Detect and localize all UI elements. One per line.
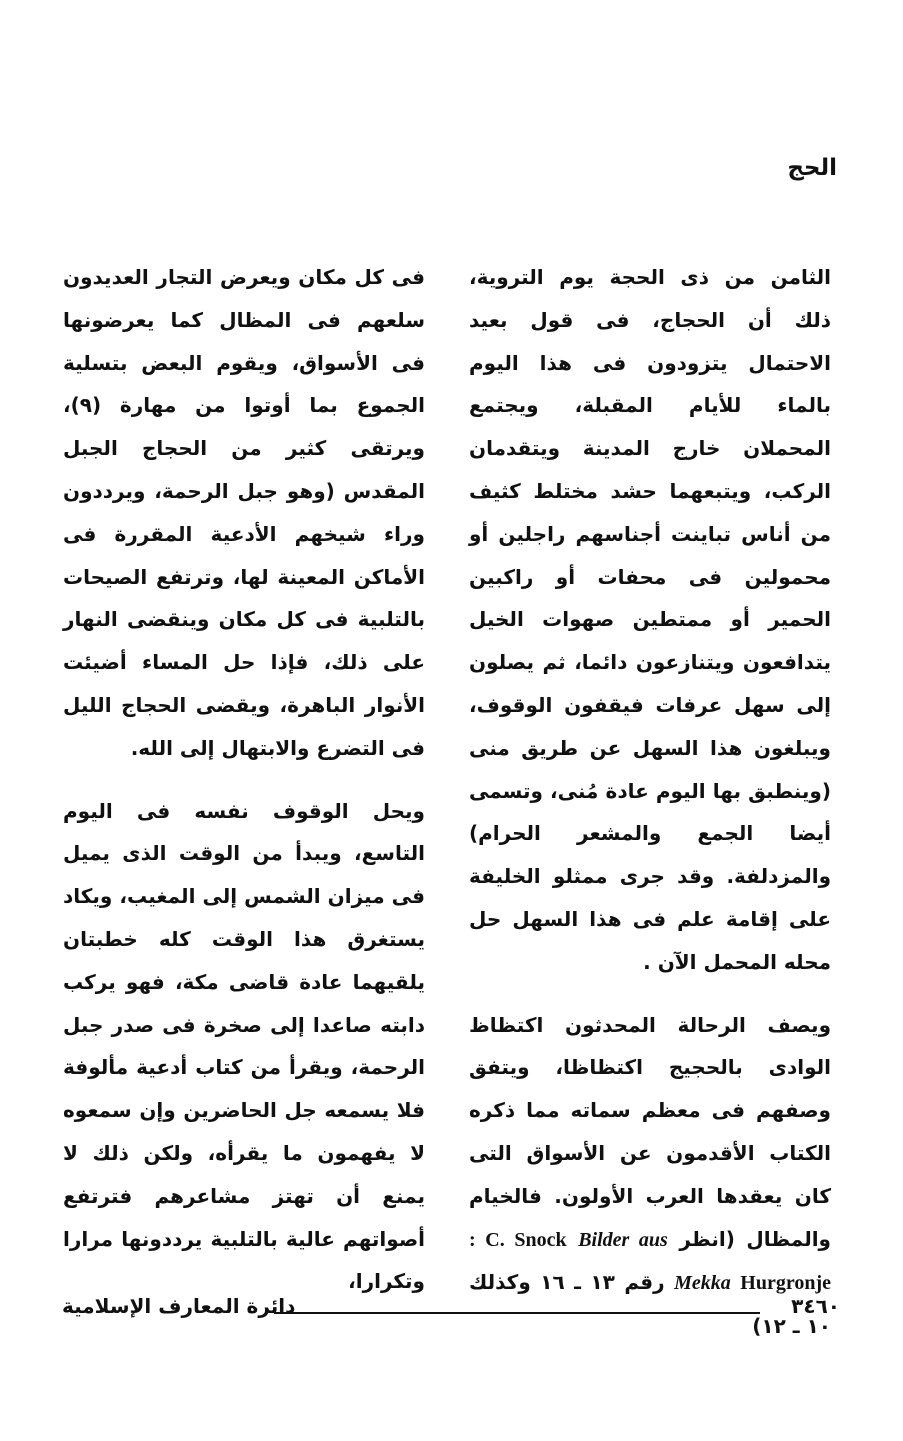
reference-title: Bilder aus xyxy=(578,1228,668,1251)
right-paragraph-2-text: ويصف الرحالة المحدثون اكتظاظ الوادى بالحجيج اكتظاظا، ويتفق وصفهم فى معظم سماته مما ذكره الكتاب الأقدمون عن الأسواق التى كان يعقدها العرب الأولون. فالخيام والمظال (انظر xyxy=(469,1012,831,1251)
right-paragraph-1: الثامن من ذى الحجة يوم التروية، ذلك أن الحجاج، فى قول بعيد الاحتمال يتزودون فى هذا اليوم بالماء للأيام المقبلة، ويجتمع المحملان خارج المدينة ويتقدمان الركب، ويتبعهما حشد مختلط كثيف من أناس تباينت أجناسهم راجلين أو محمولين فى محفات أو راكبين الحمير أو ممتطين صهوات الخيل يتدافعون ويتنازعون دائما، ثم يصلون إلى سهل عرفات فيقفون الوقوف، ويبلغون هذا السهل عن طريق منى (وينطبق بها اليوم عادة مُنى، وتسمى أيضا الجمع والمشعر الحرام) والمزدلفة. وقد جرى ممثلو الخليفة على إقامة علم فى هذا السهل حل محله المحمل الآن . xyxy=(469,265,831,974)
right-column xyxy=(469,256,831,1348)
reference-place: Mekka xyxy=(674,1272,731,1295)
reference-author: : C. Snock Hurgronje xyxy=(469,1228,832,1295)
running-title: الحج xyxy=(787,155,837,181)
page-footer xyxy=(62,1294,840,1334)
footer-divider xyxy=(274,1312,760,1314)
right-paragraph-2-end: رقم ١٣ ـ ١٦ وكذلك ١٠ ـ ١٢) xyxy=(469,1270,831,1339)
publication-title: دائرة المعارف الإسلامية xyxy=(62,1294,296,1318)
left-paragraph-1: فى كل مكان ويعرض التجار العديدون سلعهم فى المظال كما يعرضونها فى الأسواق، ويقوم البعض بتسلية الجموع بما أوتوا من مهارة (٩)، ويرتقى كثير من الحجاج الجبل المقدس (وهو جبل الرحمة، ويرددون وراء شيخهم الأدعية المقررة فى الأماكن المعينة لها، وترتفع الصيحات بالتلبية فى كل مكان وينقضى النهار على ذلك، فإذا حل المساء أضيئت الأنوار الباهرة، ويقضى الحجاج الليل فى التضرع والابتهال إلى الله. xyxy=(63,265,425,760)
page-number: ٣٤٦٠ xyxy=(791,1294,840,1318)
left-paragraph-2: ويحل الوقوف نفسه فى اليوم التاسع، ويبدأ من الوقت الذى يميل فى ميزان الشمس إلى المغيب، ويكاد يستغرق هذا الوقت كله خطبتان يلقيهما عادة قاضى مكة، فهو يركب دابته صاعدا إلى صخرة فى صدر جبل الرحمة، ويقرأ من كتاب أدعية مألوفة فلا يسمعه جل الحاضرين وإن سمعوه لا يفهمون ما يقرأه، ولكن ذلك لا يمنع أن تهتز مشاعرهم فترتفع أصواتهم عالية بالتلبية يرددونها مرارا وتكرارا، xyxy=(63,798,425,1294)
left-column xyxy=(63,256,425,1303)
